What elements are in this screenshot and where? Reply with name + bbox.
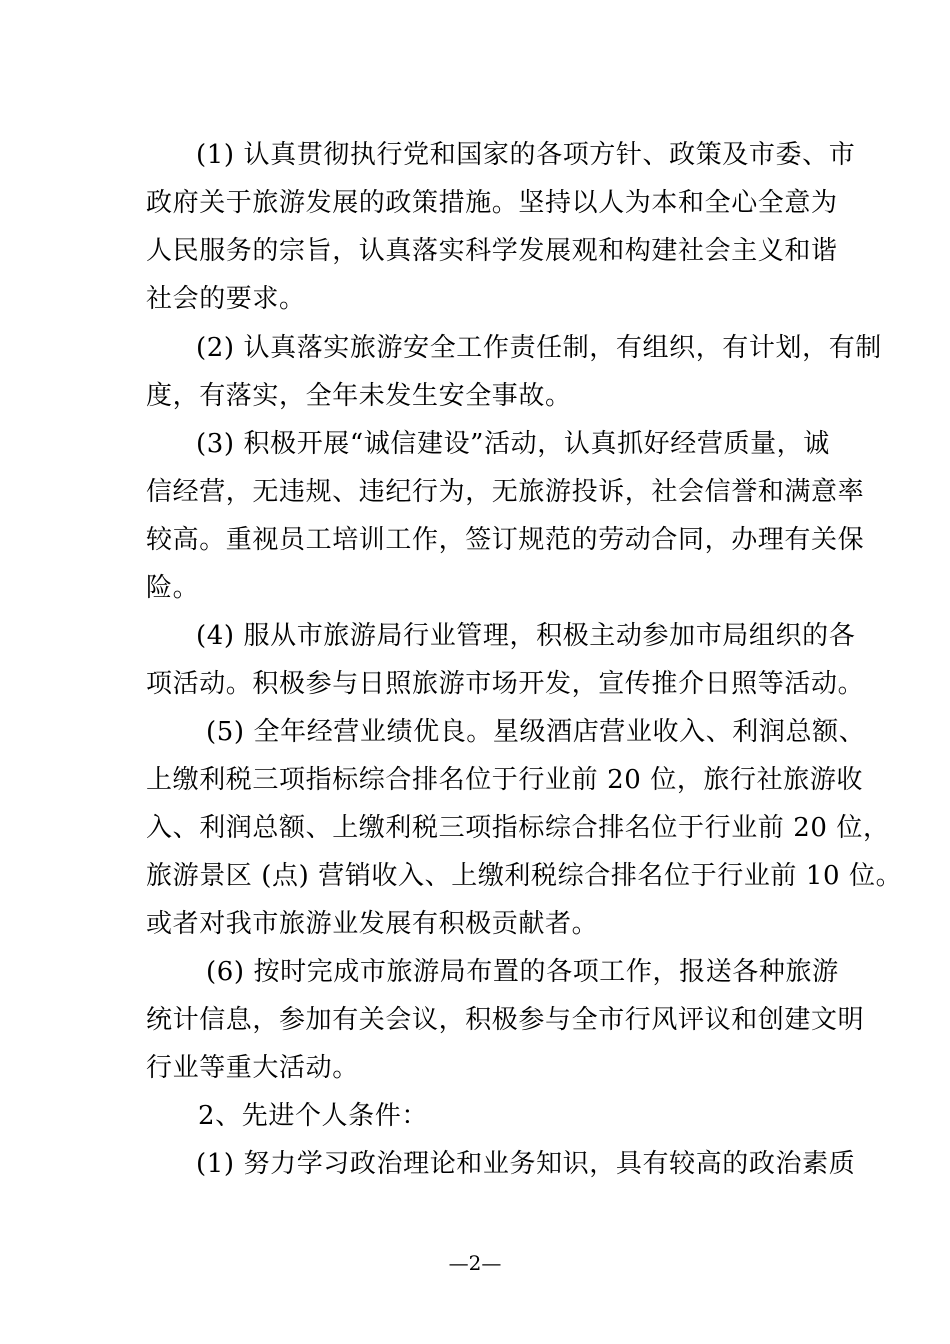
text-line: 上缴利税三项指标综合排名位于行业前 20 位，旅行社旅游收 (146, 765, 864, 795)
text-line: 信经营，无违规、违纪行为，无旅游投诉，社会信誉和满意率 (146, 477, 865, 507)
text-line: (4) 服从市旅游局行业管理，积极主动参加市局组织的各 (196, 621, 856, 651)
page-number: —2— (448, 1251, 502, 1275)
text-line: (6) 按时完成市旅游局布置的各项工作，报送各种旅游 (206, 957, 839, 987)
text-line: (5) 全年经营业绩优良。星级酒店营业收入、利润总额、 (206, 717, 866, 747)
text-line: (1) 认真贯彻执行党和国家的各项方针、政策及市委、市 (196, 140, 856, 170)
text-line: 或者对我市旅游业发展有积极贡献者。 (146, 909, 599, 939)
text-line: 政府关于旅游发展的政策措施。坚持以人为本和全心全意为 (146, 188, 838, 218)
text-line: 度，有落实，全年未发生安全事故。 (146, 381, 572, 411)
text-line: 旅游景区 (点) 营销收入、上缴利税综合排名位于行业前 10 位。 (146, 861, 903, 891)
text-line: 社会的要求。 (146, 284, 306, 314)
text-line: 险。 (146, 573, 200, 603)
text-line: (3) 积极开展“诚信建设”活动，认真抓好经营质量，诚 (196, 429, 830, 459)
section-heading: 2、先进个人条件： (198, 1101, 428, 1131)
text-line: (2) 认真落实旅游安全工作责任制，有组织，有计划，有制 (196, 333, 882, 363)
text-line: 入、利润总额、上缴利税三项指标综合排名位于行业前 20 位， (146, 813, 890, 843)
text-line: 行业等重大活动。 (146, 1053, 359, 1083)
text-line: 统计信息，参加有关会议，积极参与全市行风评议和创建文明 (146, 1005, 865, 1035)
text-line: (1) 努力学习政治理论和业务知识，具有较高的政治素质 (196, 1149, 856, 1179)
text-line: 较高。重视员工培训工作，签订规范的劳动合同，办理有关保 (146, 525, 865, 555)
text-line: 人民服务的宗旨，认真落实科学发展观和构建社会主义和谐 (146, 236, 838, 266)
text-line: 项活动。积极参与日照旅游市场开发，宣传推介日照等活动。 (146, 669, 865, 699)
